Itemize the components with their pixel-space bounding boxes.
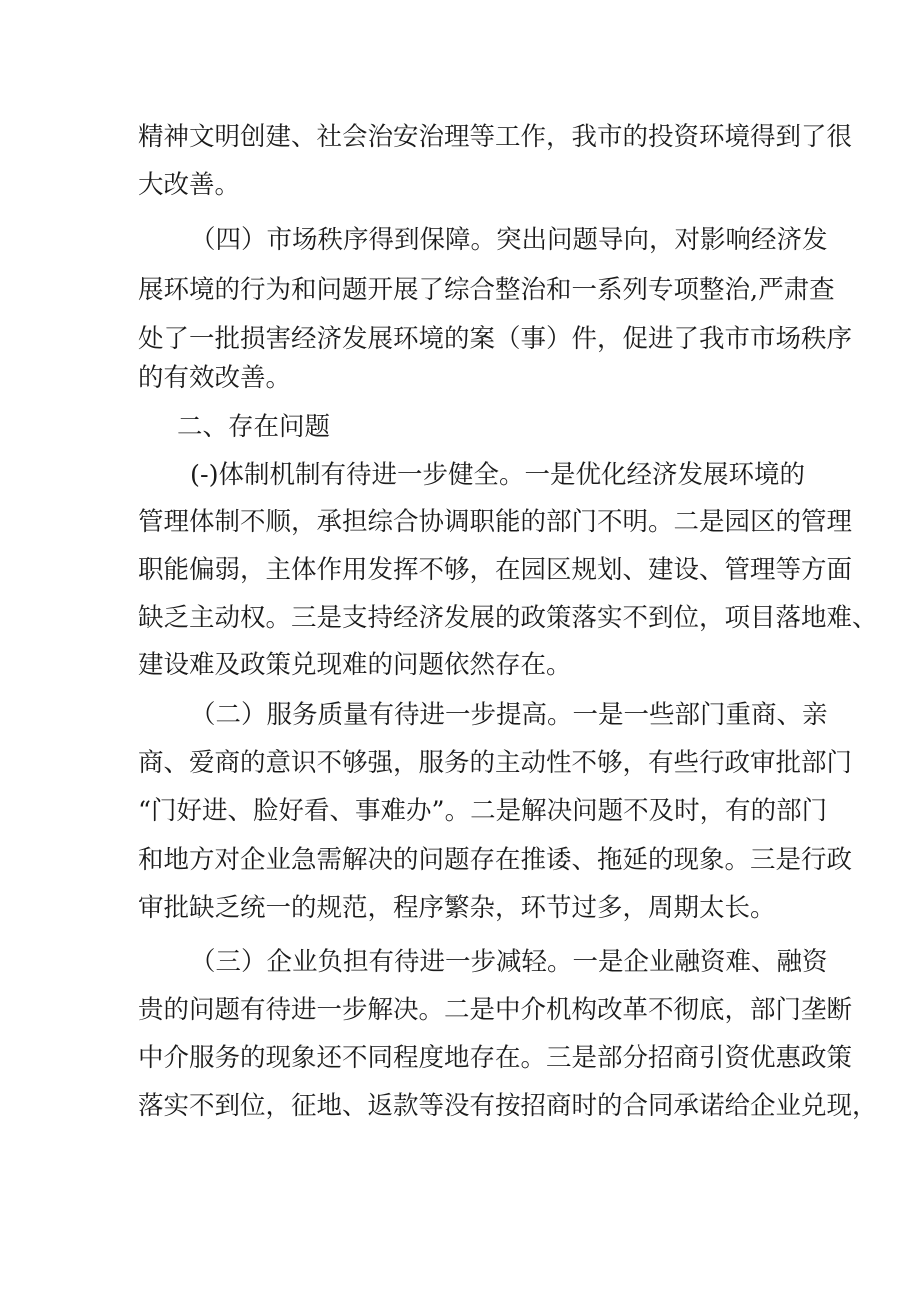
text-line: 建设难及政策兑现难的问题依然存在。 [138,650,572,680]
text-line: 落实不到位，征地、返款等没有按招商时的合同承诺给企业兑现， [138,1091,878,1121]
text-line: 展环境的行为和问题开展了综合整治和一系列专项整治,严肃查 [138,275,835,305]
text-line: 贵的问题有待进一步解决。二是中介机构改革不彻底，部门垄断 [138,995,853,1025]
text-line: 审批缺乏统一的规范，程序繁杂，环节过多，周期太长。 [138,893,776,923]
text-line: （四）市场秩序得到保障。突出问题导向，对影响经济发 [190,225,828,255]
text-line: 职能偏弱，主体作用发挥不够，在园区规划、建设、管理等方面 [138,555,853,585]
text-line: 缺乏主动权。三是支持经济发展的政策落实不到位，项目落地难、 [138,603,878,633]
text-line: 处了一批损害经济发展环境的案（事）件，促进了我市市场秩序 [138,324,853,354]
text-line: （二）服务质量有待进一步提高。一是一些部门重商、亲 [190,700,828,730]
text-line: 管理体制不顺，承担综合协调职能的部门不明。二是园区的管理 [138,507,853,537]
text-line: 的有效改善。 [138,363,292,393]
text-line: 商、爱商的意识不够强，服务的主动性不够，有些行政审批部门 [138,748,853,778]
text-line: “门好进、脸好看、事难办”。二是解决问题不及时，有的部门 [138,796,828,826]
text-line: 中介服务的现象还不同程度地存在。三是部分招商引资优惠政策 [138,1043,853,1073]
text-line: 大改善。 [138,170,241,200]
text-line: 和地方对企业急需解决的问题存在推诿、拖延的现象。三是行政 [138,845,853,875]
text-line: 精神文明创建、社会治安治理等工作，我市的投资环境得到了很 [138,122,853,152]
text-line: （三）企业负担有待进一步减轻。一是企业融资难、融资 [190,947,828,977]
section-heading: 二、存在问题 [177,412,331,442]
text-line: (-)体制机制有待进一步健全。一是优化经济发展环境的 [190,460,806,490]
